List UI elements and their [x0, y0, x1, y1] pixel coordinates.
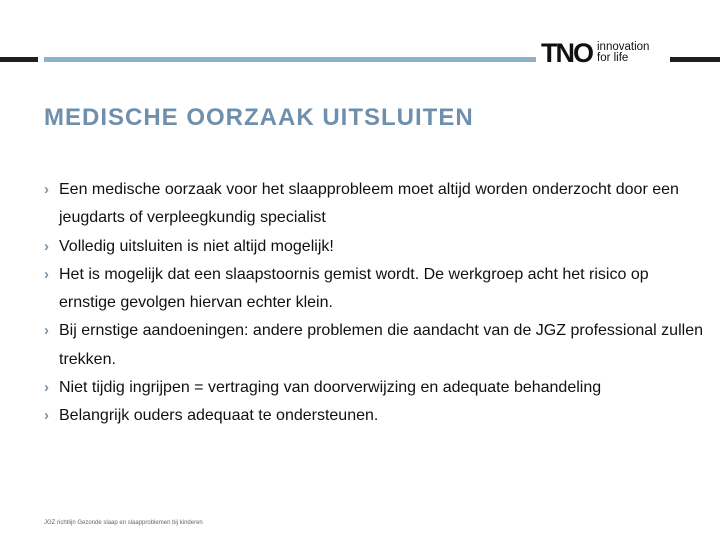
bullet-text: Het is mogelijk dat een slaapstoornis gemist wordt. De werkgroep acht het risico op ernstige gevolgen hiervan echter klein. — [59, 265, 649, 312]
footer-text: JGZ richtlijn Gezonde slaap en slaapproblemen bij kinderen — [44, 520, 203, 526]
bullet-text: Niet tijdig ingrijpen = vertraging van doorverwijzing en adequate behandeling — [59, 379, 602, 397]
tno-logo — [541, 40, 649, 66]
logo-tagline — [597, 42, 649, 64]
chevron-right-icon: › — [44, 265, 49, 283]
bullet-item — [44, 317, 704, 374]
header-bar-right — [670, 57, 720, 62]
slide-title: MEDISCHE OORZAAK UITSLUITEN — [44, 104, 474, 131]
header-bar-accent — [44, 57, 536, 62]
chevron-right-icon: › — [44, 237, 49, 255]
chevron-right-icon: › — [44, 181, 49, 198]
bullet-list — [44, 176, 704, 431]
bullet-text: Belangrijk ouders adequaat te ondersteunen. — [59, 407, 379, 425]
bullet-text: Een medische oorzaak voor het slaapprobleem moet altijd worden onderzocht door een jeugdarts of verpleegkundig specialist — [59, 181, 679, 227]
logo-tagline-line-1: innovation — [597, 41, 650, 53]
logo-tagline-line-2: for life — [597, 52, 629, 64]
chevron-right-icon: › — [44, 322, 49, 340]
bullet-text: Volledig uitsluiten is niet altijd mogelijk! — [59, 237, 334, 255]
chevron-right-icon: › — [44, 379, 49, 397]
bullet-item — [44, 233, 704, 261]
header-bar-left — [0, 57, 38, 62]
bullet-item — [44, 261, 704, 318]
chevron-right-icon: › — [44, 407, 49, 425]
logo-mark: TNO — [541, 38, 592, 68]
bullet-text: Bij ernstige aandoeningen: andere problemen die aandacht van de JGZ professional zullen trekken. — [59, 322, 703, 368]
bullet-item — [44, 402, 704, 430]
bullet-item — [44, 374, 704, 402]
bullet-item — [44, 176, 704, 233]
